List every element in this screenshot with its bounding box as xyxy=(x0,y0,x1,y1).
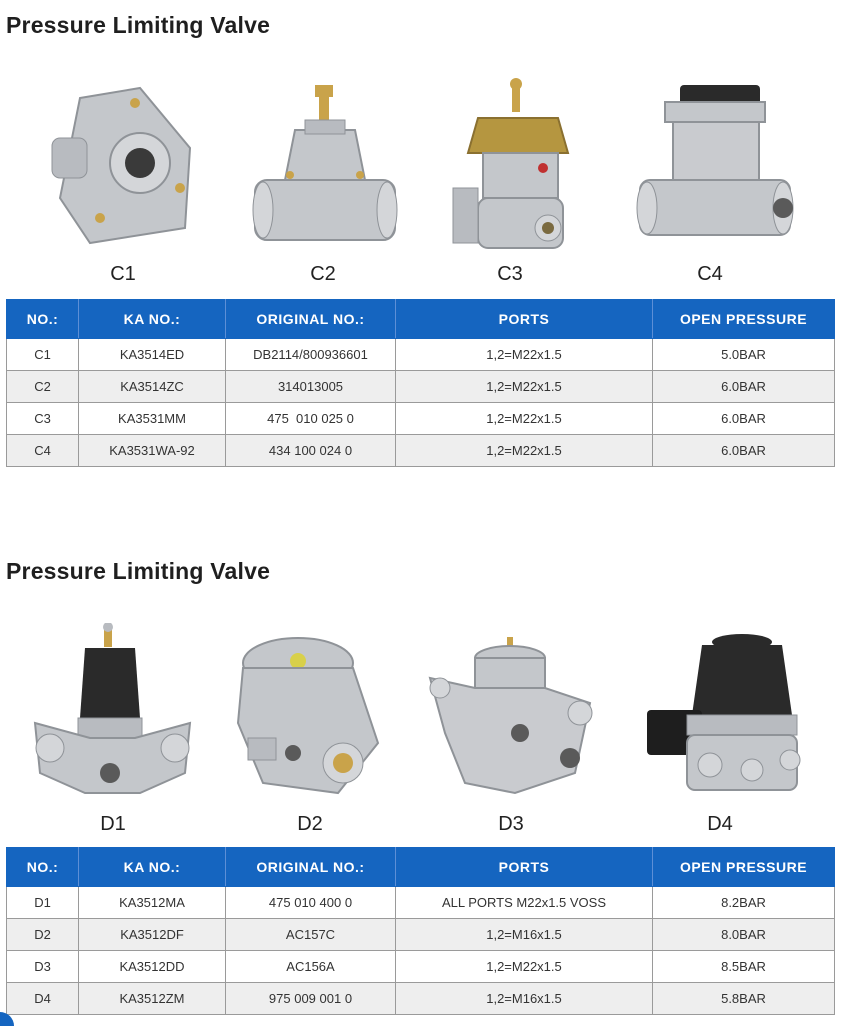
cell-no: C1 xyxy=(7,339,79,371)
cell-open-pressure: 6.0BAR xyxy=(653,371,835,403)
product-code-label: D3 xyxy=(498,813,524,835)
cell-ports: 1,2=M22x1.5 xyxy=(396,339,653,371)
column-header: PORTS xyxy=(396,848,653,887)
product-code-label: C1 xyxy=(110,263,136,285)
cell-no: D2 xyxy=(7,919,79,951)
valve-block-icon xyxy=(228,633,388,798)
spec-table-d xyxy=(6,847,835,1015)
cell-no: D1 xyxy=(7,887,79,919)
column-header: OPEN PRESSURE xyxy=(653,300,835,339)
table-row xyxy=(7,435,835,467)
cell-original-no: 475 010 025 0 xyxy=(226,403,396,435)
cell-original-no: DB2114/800936601 xyxy=(226,339,396,371)
valve-housing-icon xyxy=(425,633,595,798)
cell-original-no: 314013005 xyxy=(226,371,396,403)
cell-ports: 1,2=M16x1.5 xyxy=(396,919,653,951)
cell-ka-no: KA3512DF xyxy=(79,919,226,951)
product-c1 xyxy=(40,78,220,278)
product-d4 xyxy=(642,630,822,830)
spec-table-c xyxy=(6,299,835,467)
cell-no: D3 xyxy=(7,951,79,983)
cell-ports: 1,2=M22x1.5 xyxy=(396,371,653,403)
cell-ports: ALL PORTS M22x1.5 VOSS xyxy=(396,887,653,919)
product-code-label: C2 xyxy=(310,263,336,285)
cell-open-pressure: 6.0BAR xyxy=(653,403,835,435)
valve-housing-icon xyxy=(40,78,210,253)
section-title: Pressure Limiting Valve xyxy=(6,558,271,584)
column-header: KA NO.: xyxy=(79,300,226,339)
cell-open-pressure: 5.0BAR xyxy=(653,339,835,371)
product-code-label: D4 xyxy=(707,813,733,835)
table-row xyxy=(7,403,835,435)
product-c4 xyxy=(635,80,815,280)
valve-black-cap-icon xyxy=(642,630,807,800)
product-d3 xyxy=(425,633,605,833)
table-row xyxy=(7,919,835,951)
product-code-label: C4 xyxy=(697,263,723,285)
cell-open-pressure: 8.2BAR xyxy=(653,887,835,919)
product-code-label: D2 xyxy=(297,813,323,835)
column-header: ORIGINAL NO.: xyxy=(226,300,396,339)
cell-no: C2 xyxy=(7,371,79,403)
cell-ka-no: KA3531MM xyxy=(79,403,226,435)
section-c xyxy=(0,0,845,470)
cell-original-no: AC156A xyxy=(226,951,396,983)
table-row xyxy=(7,371,835,403)
product-d2 xyxy=(228,633,408,833)
cell-ka-no: KA3531WA-92 xyxy=(79,435,226,467)
cell-ka-no: KA3514ZC xyxy=(79,371,226,403)
product-code-label: D1 xyxy=(100,813,126,835)
valve-cylinder-icon xyxy=(635,80,795,255)
column-header: NO.: xyxy=(7,300,79,339)
table-header-row xyxy=(7,848,835,887)
cell-ports: 1,2=M22x1.5 xyxy=(396,403,653,435)
column-header: PORTS xyxy=(396,300,653,339)
table-row xyxy=(7,951,835,983)
cell-ports: 1,2=M22x1.5 xyxy=(396,951,653,983)
cell-no: C4 xyxy=(7,435,79,467)
cell-ka-no: KA3514ED xyxy=(79,339,226,371)
cell-original-no: 434 100 024 0 xyxy=(226,435,396,467)
table-row xyxy=(7,983,835,1015)
table-header-row xyxy=(7,300,835,339)
cell-no: D4 xyxy=(7,983,79,1015)
valve-black-cap-icon xyxy=(30,623,195,803)
cell-ka-no: KA3512ZM xyxy=(79,983,226,1015)
product-d1 xyxy=(30,623,210,823)
section-title: Pressure Limiting Valve xyxy=(6,12,271,38)
column-header: ORIGINAL NO.: xyxy=(226,848,396,887)
column-header: NO.: xyxy=(7,848,79,887)
cell-open-pressure: 8.5BAR xyxy=(653,951,835,983)
valve-flange-icon xyxy=(448,78,578,253)
cell-original-no: AC157C xyxy=(226,919,396,951)
cell-ka-no: KA3512MA xyxy=(79,887,226,919)
section-d xyxy=(0,548,845,1018)
valve-inline-icon xyxy=(245,80,405,250)
cell-open-pressure: 8.0BAR xyxy=(653,919,835,951)
cell-ka-no: KA3512DD xyxy=(79,951,226,983)
cell-original-no: 975 009 001 0 xyxy=(226,983,396,1015)
product-code-label: C3 xyxy=(497,263,523,285)
cell-open-pressure: 6.0BAR xyxy=(653,435,835,467)
cell-ports: 1,2=M16x1.5 xyxy=(396,983,653,1015)
table-row xyxy=(7,887,835,919)
cell-original-no: 475 010 400 0 xyxy=(226,887,396,919)
column-header: OPEN PRESSURE xyxy=(653,848,835,887)
cell-no: C3 xyxy=(7,403,79,435)
column-header: KA NO.: xyxy=(79,848,226,887)
table-row xyxy=(7,339,835,371)
product-c2 xyxy=(245,80,425,280)
product-c3 xyxy=(448,78,628,278)
cell-ports: 1,2=M22x1.5 xyxy=(396,435,653,467)
cell-open-pressure: 5.8BAR xyxy=(653,983,835,1015)
